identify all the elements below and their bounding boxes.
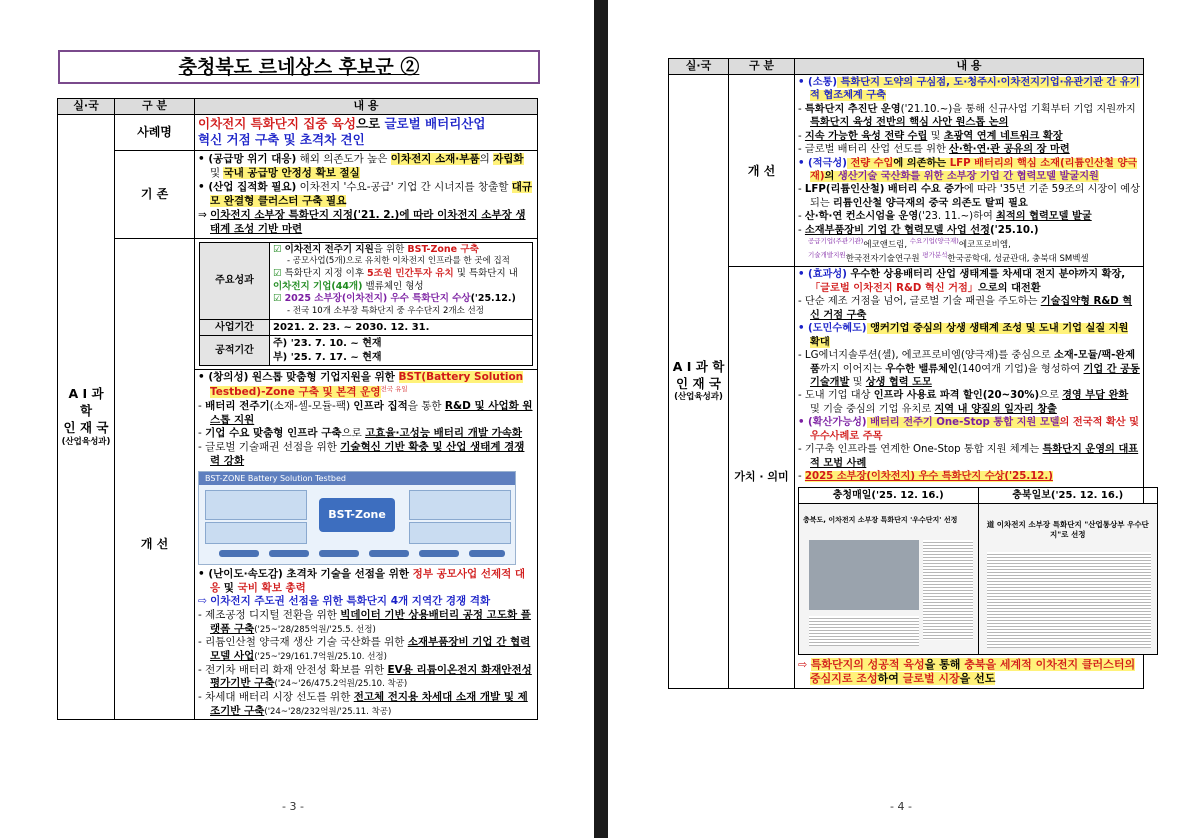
dept-name-line1: A I 과 학	[672, 358, 725, 374]
im10-b: 전고체 전지용 차세대 소재 개발 및 제조기반 구축	[210, 690, 528, 717]
news2-title: 충북일보('25. 12. 16.)	[978, 487, 1158, 503]
ach3-sub: - 전국 10개 소부장 특화단지 중 우수단지 2개소 선정	[287, 306, 484, 317]
im1-c: BST(Battery Solution Testbed)-Zone 구축 및 본격 운영	[210, 371, 524, 399]
ex1-e: 자립화	[493, 152, 524, 165]
figure-pill	[419, 550, 459, 557]
inner-spacer	[115, 238, 195, 370]
a2-b: 특화단지 추진단 운영	[804, 103, 901, 115]
dept-name-line2: 인 재 국	[63, 419, 109, 435]
im8-b: 소재부품장비 기업 간 협력모델 사업	[210, 636, 531, 663]
b4-c: 까지 이어지는	[819, 363, 886, 375]
im6-a: ⇨	[198, 595, 211, 608]
check-icon: ☑	[273, 267, 282, 279]
ex1-a: • (공급망 위기 대응)	[198, 152, 297, 165]
page-3	[0, 0, 590, 838]
dept-cell	[669, 74, 729, 688]
im7-a: - 제조공정 디지털 전환을 위한	[198, 609, 341, 622]
check-icon: ☑	[273, 243, 282, 255]
im10-a: - 차세대 배터리 시장 선도를 위한	[198, 690, 354, 703]
dept-name-line1: A I 과 학	[68, 386, 104, 418]
bst-zone-figure	[198, 471, 516, 565]
header-dept: 실·국	[669, 59, 729, 75]
ex1-c: 이차전지 소재·부품	[390, 152, 480, 165]
a5-e: 의	[824, 171, 838, 183]
b3-a: • (도민수혜도)	[798, 323, 867, 335]
page-title: 충청북도 르네상스 후보군 ②	[178, 56, 420, 78]
b4-g: 및	[849, 377, 866, 388]
a9-v4: 한국공학대, 성균관대, 충북대 SM벡셀	[947, 254, 1089, 265]
im8-c: ('25~'29/161.7억원/25.10. 선정)	[254, 652, 387, 663]
news1-title: 충청매일('25. 12. 16.)	[799, 487, 979, 503]
figure-pill	[469, 550, 505, 557]
dept-sub: (산업육성과)	[61, 436, 111, 447]
b4-h: 상생 협력 도모	[865, 377, 932, 388]
a9-k1: 공급기업(주관기관)	[808, 237, 864, 246]
case-text-2: 으로	[355, 116, 385, 131]
ach2-a: 특화단지 지정 이후	[284, 267, 368, 279]
ach2-e: 밸류체인 형성	[362, 280, 424, 292]
a3-a: -	[798, 130, 805, 142]
figure-box	[409, 490, 511, 520]
im3-d: 고효율·고성능 배터리 개발 가속화	[365, 427, 523, 440]
figure-center: BST-Zone	[319, 498, 395, 532]
figure-pill	[219, 550, 259, 557]
news2-headline: 道 이차전지 소부장 특화단지 "산업통상부 우수단지"로 선정	[986, 519, 1149, 539]
a5-c: 에 의존하는	[893, 157, 950, 169]
a6-a: -	[798, 184, 805, 196]
existing-label: 기 존	[115, 150, 195, 238]
a4-a: - 글로벌 배터리 산업 선도를 위한	[798, 144, 950, 156]
figure-pill	[269, 550, 309, 557]
a1-a: • (소통)	[798, 76, 838, 88]
a8-b: 소재부품장비 기업 간 협력모델 사업 선정	[804, 224, 990, 236]
header-content: 내 용	[195, 99, 538, 115]
figure-box	[205, 522, 307, 544]
ex2-c: 대규모 완결형 클러스터 구축 필요	[210, 180, 533, 208]
im9-c: ('24~'26/475.2억원/25.10. 착공)	[274, 679, 408, 690]
a7-a: -	[798, 211, 805, 223]
ach1-b: 을 위한	[373, 243, 408, 255]
im3-b: 기업 수요 맞춤형 인프라 구축	[205, 427, 342, 440]
case-text-3: 글로벌 배터리산업	[384, 116, 486, 131]
a6-c: 에 따라 '35년 기준 59조의 시장이 예상되는	[810, 184, 1140, 209]
a9-k3: 기술개발지원	[808, 251, 846, 260]
a2-a: -	[798, 103, 805, 115]
im7-b: 빅데이터 기반 상용배터리 공정 고도화 플랫폼 구축	[210, 609, 531, 635]
ex2-b: 이차전지 '수요-공급' 기업 간 시너지를 창출할	[296, 180, 512, 193]
existing-content	[195, 150, 538, 238]
b1-d: 으로의 대전환	[978, 282, 1041, 294]
header-content: 내 용	[795, 59, 1144, 75]
b2-a: - 단순 제조 거점을 넘어, 글로벌 기술 패권을 주도하는	[798, 296, 1041, 308]
ach3-b: ('25.12.)	[470, 293, 516, 305]
ach2-b: 5조원 민간투자 유치	[367, 267, 454, 279]
news1-clip	[799, 503, 979, 654]
b5-f: 지역 내 양질의 일자리 창출	[934, 403, 1057, 415]
merit-sub: 부) '25. 7. 17. ~ 현재	[273, 351, 382, 363]
dept-name-line2: 인 재 국	[676, 375, 721, 391]
news1-photo	[809, 540, 919, 610]
im5-c: 정부 공모사업 선제적 대응	[210, 568, 526, 594]
a2-c: ('21.10.~)을 통해 신규사업 기획부터 기업 지원까지	[900, 103, 1136, 115]
case-content	[195, 115, 538, 151]
im2-f: R&D 및 사업화 원스톱 지원	[210, 400, 533, 426]
merit-main: 주) '23. 7. 10. ~ 현재	[273, 338, 382, 350]
b5-b: 인프라 사용료 파격 할인(20~30%)	[873, 390, 1040, 402]
a7-d: 최적의 협력모델 발굴	[996, 211, 1092, 223]
im4-a: - 글로벌 기술패권 선점을 위한	[198, 440, 341, 453]
im10-c: ('24~'28/232억원/'25.11. 착공)	[264, 706, 392, 717]
b4-a: - LG에너지솔루션(셀), 에코프로비엠(양극재)를 중심으로	[798, 350, 1054, 362]
case-text-4: 혁신 거점 구축 및 초격차 견인	[198, 132, 365, 148]
im2-e: 을 통한	[407, 400, 445, 412]
check-icon: ☑	[273, 293, 282, 305]
c1-b: 특화단지의 성공적 육성	[810, 657, 925, 671]
im7-c: ('25~'28/285억원/'25.5. 선정)	[254, 624, 376, 635]
value-period: 2021. 2. 23. ~ 2030. 12. 31.	[270, 319, 533, 336]
im6-b: 이차전지 주도권 선점을 위한 특화단지 4개 지역간 경쟁 격화	[210, 595, 491, 608]
im1-a: • (창의성)	[198, 371, 249, 384]
ach1-c: BST-Zone 구축	[407, 243, 479, 255]
ex1-f: 및	[210, 166, 224, 179]
ach3-a: 2025 소부장(이차전지) 우수 특화단지 수상	[284, 293, 471, 305]
ach2-d: 이차전지 기업(44개)	[273, 280, 363, 292]
im9-a: - 전기차 배터리 화재 안전성 확보를 위한	[198, 663, 388, 676]
im2-c: (소재-셀-모듈-팩)	[269, 400, 354, 412]
c1-f: 글로벌 시장	[902, 672, 960, 686]
figure-title: BST-ZONE Battery Solution Testbed	[199, 472, 515, 485]
b8-a: -	[798, 471, 805, 483]
im5-b: 초격차 기술을 선점을 위한	[282, 568, 413, 581]
b6-a: • (확산가능성)	[798, 417, 867, 429]
improve-content	[195, 370, 538, 720]
im5-e: 국비 확보 총력	[237, 581, 306, 594]
ach2-c: 및 특화단지 내	[453, 267, 518, 279]
achievement-table	[199, 242, 533, 367]
im5-a: • (난이도·속도감)	[198, 568, 283, 581]
b6-c: 의 전국적 확산 및 우수사례로 주목	[810, 417, 1140, 442]
ex3-a: ⇒	[198, 209, 211, 222]
c1-g: 을 선도	[959, 672, 996, 686]
improve-label: 개 선	[729, 74, 795, 267]
news-clippings	[798, 487, 1158, 655]
a9-v3: 한국전자기술연구원	[845, 254, 923, 265]
ach1-a: 이차전지 전주기 지원	[284, 243, 374, 255]
b5-c: 으로	[1039, 390, 1063, 402]
a9-k4: 평가분석	[922, 251, 948, 260]
page-divider	[590, 0, 622, 838]
news2-text-lines	[987, 552, 1151, 648]
b5-a: - 도내 기업 대상	[798, 390, 874, 402]
content-table-page4	[668, 58, 1149, 689]
a1-b: 특화단지 도약의 구심점, 도·청주시·이차전지기업·유관기관 간 유기적 협조체계 구축	[810, 76, 1140, 102]
b3-b: 앵커기업 중심의 상생 생태계 조성 및 도내 기업 실질 지원 확대	[810, 323, 1129, 348]
im9-b: EV용 리튬이온전지 화재안전성 평가기반 구축	[210, 663, 532, 690]
improve-content	[795, 74, 1144, 267]
b6-b: 배터리 전주기 One-Stop 통합 지원 모델	[866, 417, 1060, 429]
ex1-g: 국내 공급망 안정성 확보 절실	[223, 166, 360, 179]
b4-b: 소재-모듈/팩-완제품	[810, 350, 1136, 375]
page-number-3: - 3 -	[282, 800, 304, 813]
a3-d: 초광역 연계 네트워크 확장	[943, 130, 1063, 142]
a5-d: LFP 배터리의 핵심 소재(리튬인산철 양극재)	[810, 157, 1138, 183]
b4-f: 기업 간 공동 기술개발	[810, 363, 1140, 388]
case-label: 사례명	[115, 115, 195, 151]
news1-text-lines	[923, 540, 973, 640]
figure-pill	[319, 550, 359, 557]
page-title-box	[58, 50, 540, 84]
im2-a: -	[198, 400, 206, 412]
im3-c: 으로	[341, 427, 366, 440]
page-4	[622, 0, 1200, 838]
b5-e: 및 기술 중심의 기업 유치로	[810, 403, 935, 415]
news2-clip	[978, 503, 1158, 654]
page-number-4: - 4 -	[890, 800, 912, 813]
ex1-b: 해외 의존도가 높은	[296, 152, 391, 165]
header-category: 구 분	[115, 99, 195, 115]
a2-d: 특화단지 육성 전반의 핵심 사안 원스톱 논의	[810, 117, 1009, 129]
case-text-1: 이차전지 특화단지 집중 육성	[198, 116, 356, 131]
ex2-a: • (산업 집적화 필요)	[198, 180, 297, 193]
dept-sub: (산업육성과)	[674, 392, 723, 403]
a6-b: LFP(리튬인산철) 배터리 수요 증가	[804, 184, 964, 196]
a3-c: 및	[927, 130, 944, 142]
achievement-cell	[195, 238, 538, 370]
im4-b: 기술혁신 기반 확충 및 산업 생태계 경쟁력 강화	[210, 440, 525, 467]
key-merit-period-label: 공적기간	[215, 344, 254, 356]
a5-a: • (적극성)	[798, 157, 847, 169]
improve-label: 개 선	[115, 370, 195, 720]
a9-k2: 수요기업(양극재)	[909, 237, 959, 246]
b1-b: 우수한 상용배터리 산업 생태계를 차세대 전지 분야까지 확장,	[846, 269, 1126, 281]
a8-a: -	[798, 224, 805, 236]
b1-a: • (효과성)	[798, 269, 847, 281]
header-category: 구 분	[729, 59, 795, 75]
im1-d: 전국 유일	[380, 384, 408, 393]
a7-b: 산·학·연 컨소시엄을 운영	[804, 211, 919, 223]
figure-box	[409, 522, 511, 544]
key-achievements: 주요성과	[200, 242, 270, 319]
b4-e: (140여개 기업)을 형성하여	[957, 363, 1084, 375]
news1-text-lines	[809, 616, 919, 646]
im8-a: - 리튬인산철 양극재 생산 기술 국산화를 위한	[198, 636, 408, 649]
im1-b: 원스톱 맞춤형 기업지원을 위한	[248, 371, 399, 384]
dept-cell	[58, 115, 115, 720]
figure-pill	[369, 550, 409, 557]
im5-d: 및	[220, 581, 238, 594]
b5-d: 경영 부담 완화	[1062, 390, 1129, 402]
a5-f: 생산기술 국산화를 위한 소부장 기업 간 협력모델 발굴지원	[837, 171, 1099, 183]
a9-v1: 에코앤드림,	[863, 240, 910, 251]
a3-b: 지속 가능한 육성 전략 수립	[804, 130, 928, 142]
news1-headline: 충북도, 이차전지 소부장 특화단지 '우수단지' 선정	[803, 515, 958, 524]
a5-b: 전량 수입	[846, 157, 894, 169]
key-merit-period	[200, 336, 270, 366]
value-content	[795, 267, 1149, 688]
im2-d: 인프라 집적	[353, 400, 408, 412]
content-table-page3	[57, 98, 538, 720]
c1-e: 하여	[877, 672, 903, 686]
value-merit-period	[270, 336, 533, 366]
b4-d: 우수한 밸류체인	[885, 363, 958, 375]
header-dept: 실·국	[58, 99, 115, 115]
ach1-sub: - 공모사업(5개)으로 유치한 이차전지 인프라를 한 곳에 집적	[287, 256, 510, 267]
b2-b: 기술집약형 R&D 혁신 거점 구축	[810, 296, 1133, 321]
b1-c: 「글로벌 이차전지 R&D 혁신 거점」	[810, 282, 978, 294]
figure-box	[205, 490, 307, 520]
c1-c: 을 통해	[924, 657, 965, 671]
ex1-d: 의	[479, 152, 490, 165]
achievements-list	[270, 242, 533, 319]
ex3-b: 이차전지 소부장 특화단지 지정('21. 2.)에 따라 이차전지 소부장 생태계 조성 기반 마련	[210, 209, 526, 236]
a8-c: ('25.10.)	[989, 224, 1039, 236]
c1-a: ⇨	[798, 657, 811, 671]
im2-b: 배터리 전주기	[205, 400, 270, 412]
c1-d: 충북을 세계적 이차전지 클러스터의 중심지로 조성	[810, 657, 1136, 686]
b7-a: - 기구축 인프라를 연계한 One-Stop 통합 지원 체계는	[798, 444, 1043, 456]
a6-d: 리튬인산철 양극재의 중국 의존도 탈피 필요	[832, 197, 1028, 209]
a7-c: ('23. 11.~)하여	[918, 211, 997, 223]
key-period: 사업기간	[200, 319, 270, 336]
b8-b: 2025 소부장(이차전지) 우수 특화단지 수상('25.12.)	[804, 471, 1053, 483]
im3-a: -	[198, 427, 206, 440]
a4-b: 산·학·연·관 공유의 장 마련	[949, 144, 1070, 156]
a9-v2: 에코프로비엠,	[958, 240, 1011, 251]
b7-b: 특화단지 운영의 대표적 모범 사례	[810, 444, 1139, 469]
value-label: 가치 · 의미	[729, 267, 795, 688]
